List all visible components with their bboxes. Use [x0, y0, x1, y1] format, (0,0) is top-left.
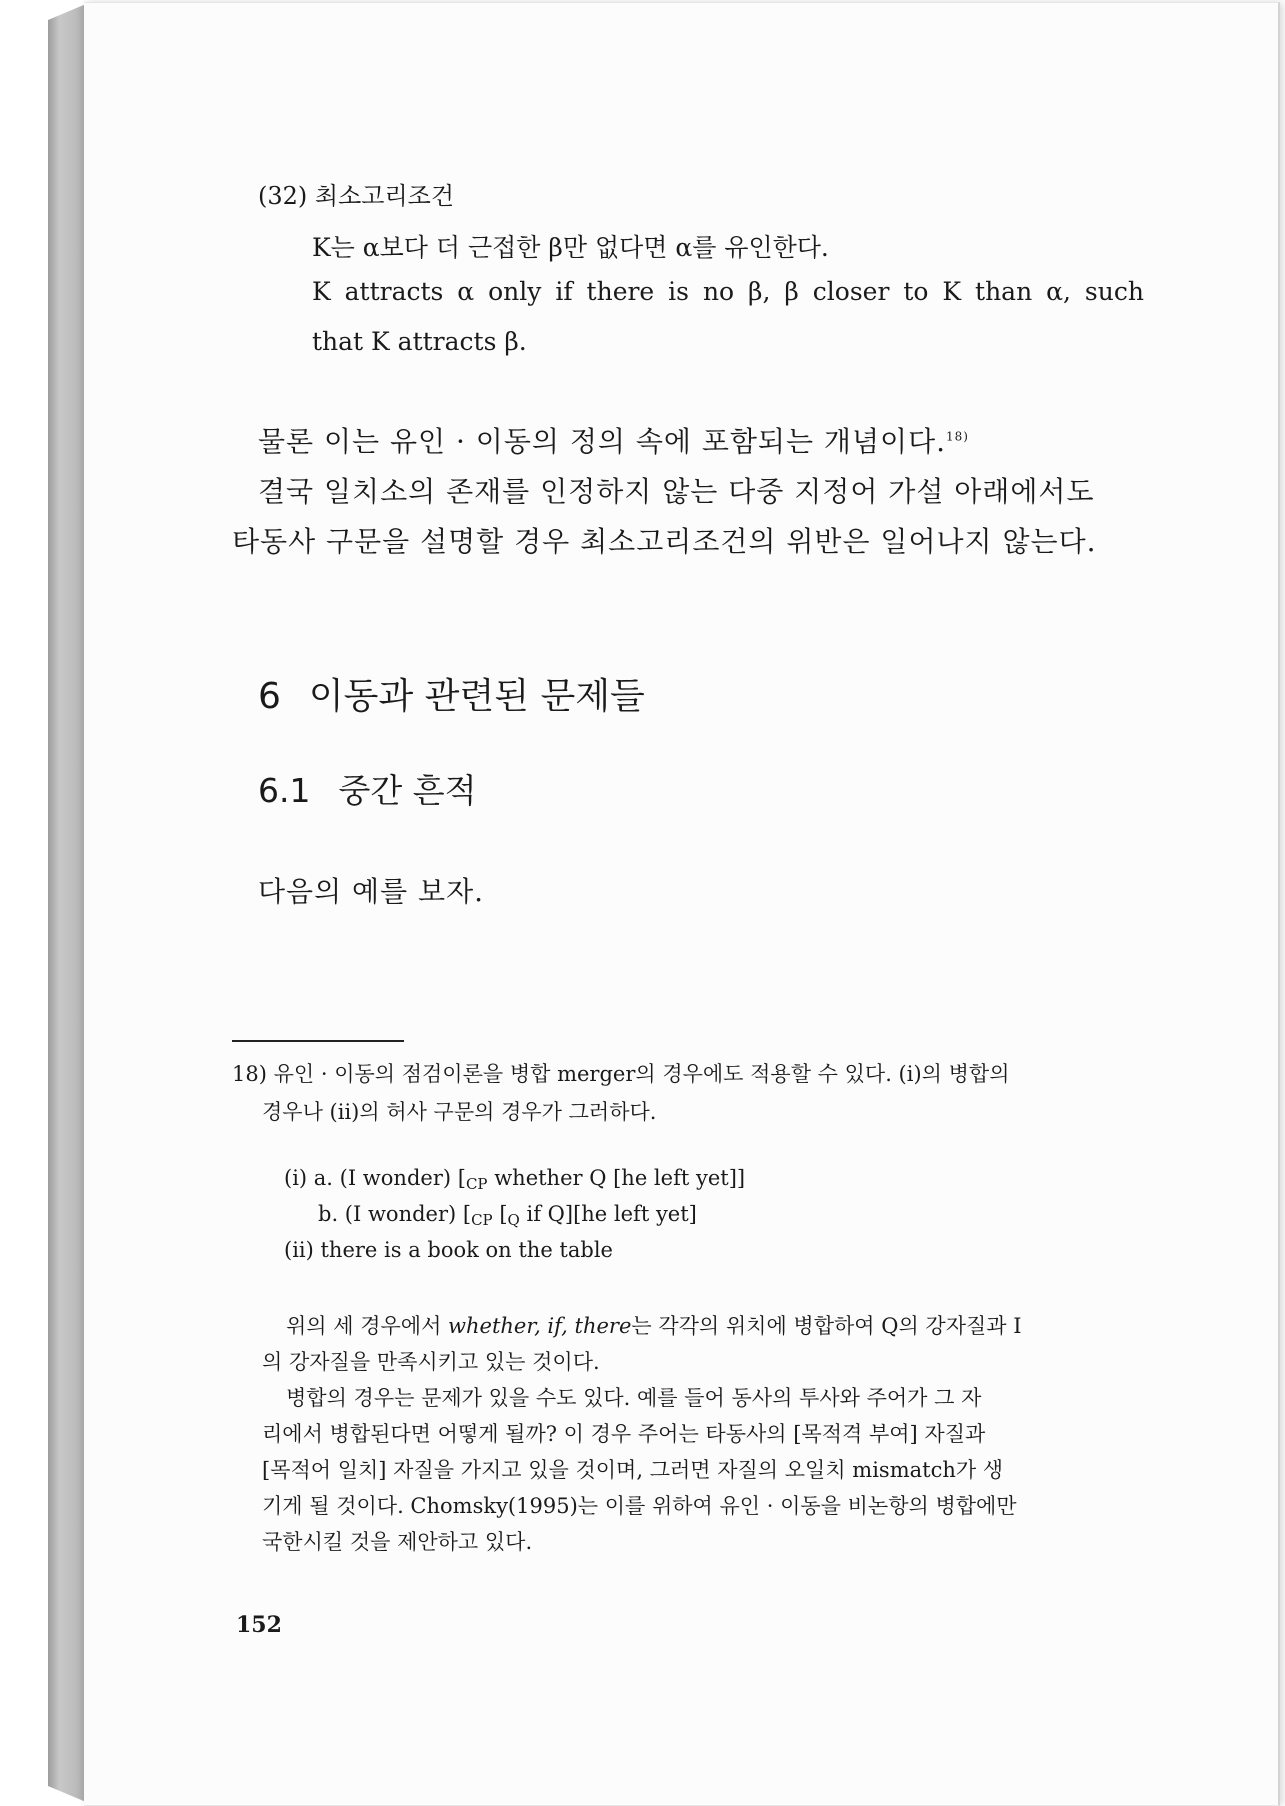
section-6-number: 6	[258, 676, 281, 717]
example-32-korean: K는 α보다 더 근접한 β만 없다면 α를 유인한다.	[312, 233, 829, 262]
example-32-english-line2: that K attracts β.	[312, 327, 527, 356]
section-6-title: 이동과 관련된 문제들	[308, 676, 645, 717]
footnote-rule	[232, 1040, 404, 1042]
footnote-example-i-b	[318, 1202, 697, 1229]
paragraph-1-line3: 타동사 구문을 설명할 경우 최소고리조건의 위반은 일어나지 않는다.	[232, 525, 1097, 558]
footnote-18-line2: 경우나 (ii)의 허사 구문의 경우가 그러하다.	[262, 1100, 657, 1124]
footnote-para1-line1	[286, 1310, 1022, 1340]
example-i-a-pre: (i) a. (I wonder) [	[284, 1166, 466, 1190]
paragraph-1-line2: 결국 일치소의 존재를 인정하지 않는 다중 지정어 가설 아래에서도	[258, 475, 1095, 508]
example-i-b-mid: [	[492, 1202, 508, 1226]
footnote-para1-italic: whether, if, there	[448, 1314, 632, 1338]
page-number: 152	[236, 1612, 282, 1638]
footnote-18-line1: 18) 유인 · 이동의 점검이론을 병합 merger의 경우에도 적용할 수 있다. (i)의 병합의	[232, 1062, 1010, 1086]
footnote-example-ii: (ii) there is a book on the table	[284, 1238, 613, 1262]
example-i-a-post: whether Q [he left yet]]	[487, 1166, 746, 1190]
footnote-para2-line1: 병합의 경우는 문제가 있을 수도 있다. 예를 들어 동사의 투사와 주어가 그 자	[286, 1386, 982, 1410]
footnote-para2-line2: 리에서 병합된다면 어떻게 될까? 이 경우 주어는 타동사의 [목적격 부여] 자질과	[262, 1422, 986, 1446]
example-32-english-text: K attracts α only if there is no β, β closer to K than α, such	[312, 277, 1144, 306]
footnote-ref-18: 18)	[946, 429, 969, 444]
paragraph-2: 다음의 예를 보자.	[258, 875, 485, 908]
example-i-b-subscript-2: Q	[507, 1211, 520, 1229]
paragraph-1-line1	[258, 420, 969, 460]
footnote-para1-line2: 의 강자질을 만족시키고 있는 것이다.	[262, 1350, 600, 1374]
section-6-1-title: 중간 흔적	[338, 771, 477, 810]
example-i-a-subscript: CP	[465, 1175, 488, 1193]
example-32-english-line1	[312, 277, 1144, 306]
footnote-example-i-a	[284, 1166, 745, 1193]
paragraph-1-line1-text: 물론 이는 유인 · 이동의 정의 속에 포함되는 개념이다.	[258, 425, 947, 458]
book-spine	[48, 4, 86, 1802]
example-32-label: (32) 최소고리조건	[258, 182, 454, 210]
footnote-para2-line3: [목적어 일치] 자질을 가지고 있을 것이며, 그러면 자질의 오일치 mismatch가 생	[262, 1458, 1004, 1482]
section-6-1-number: 6.1	[258, 771, 311, 810]
example-i-b-pre: b. (I wonder) [	[318, 1202, 472, 1226]
footnote-para2-line5: 국한시킬 것을 제안하고 있다.	[262, 1530, 533, 1554]
footnote-para1-pre: 위의 세 경우에서	[286, 1314, 449, 1338]
section-6-heading	[258, 668, 645, 719]
example-i-b-post: if Q][he left yet]	[519, 1202, 697, 1226]
footnote-para2-line4: 기게 될 것이다. Chomsky(1995)는 이를 위하여 유인 · 이동을 비논항의 병합에만	[262, 1494, 1017, 1518]
example-i-b-subscript-1: CP	[471, 1211, 493, 1229]
footnote-para1-post: 는 각각의 위치에 병합하여 Q의 강자질과 I	[631, 1314, 1022, 1338]
section-6-1-heading	[258, 765, 477, 812]
